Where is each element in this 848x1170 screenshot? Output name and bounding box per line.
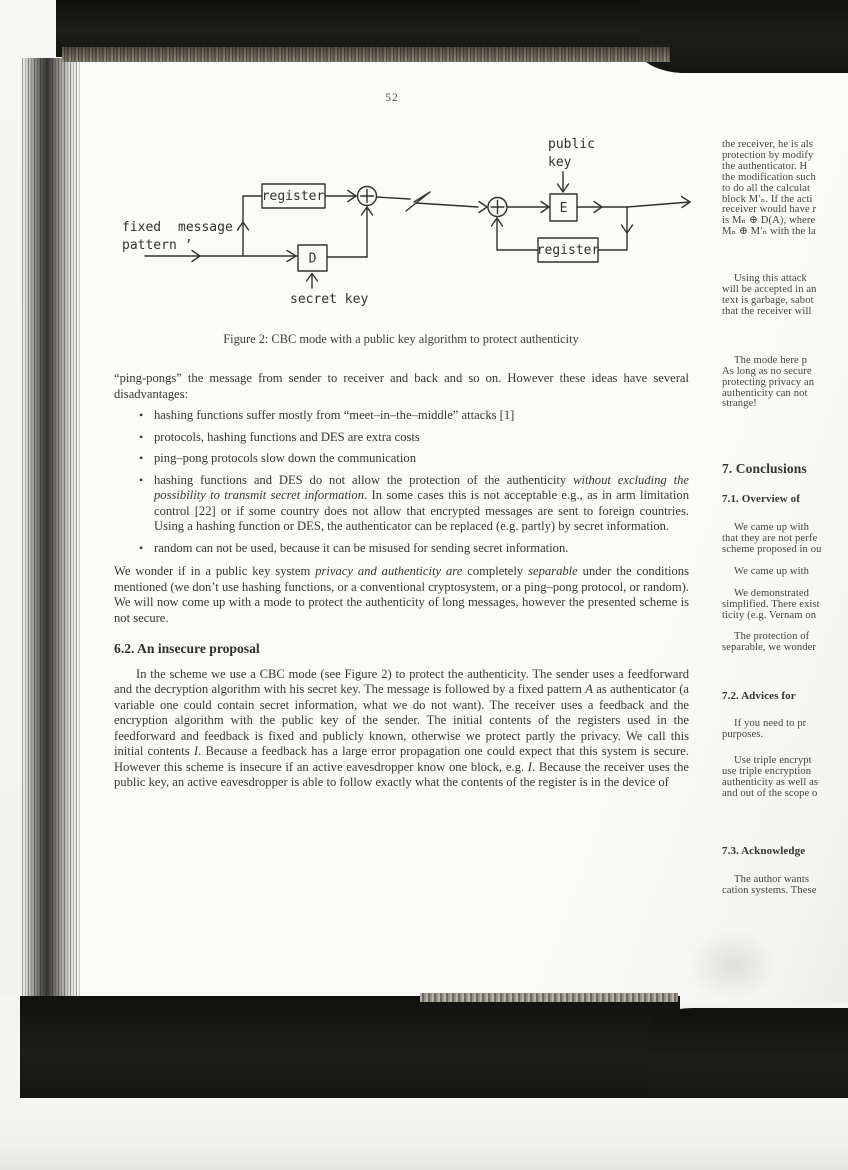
text-segment: as authenticator (a variable one could contain secret information, what we do not want). The receiver uses a feedback and the encryption algorithm with the public key of the sender. The initial contents of the registers used in the feedforward and feedback is fixed and publicly known, otherwise we protect partly the privacy. We call this initial contents: [114, 682, 689, 758]
paragraph: [114, 667, 689, 791]
italic-text: I: [193, 744, 199, 758]
right-text-line: authenticity as well as: [722, 777, 819, 789]
right-text-line: and out of the scope o: [722, 788, 818, 799]
bullet-item: [114, 430, 689, 446]
right-text-line: authenticity can not: [722, 387, 808, 399]
bullet-dot-icon: •: [139, 540, 144, 555]
decrypt-label: D: [308, 251, 317, 267]
text-segment: hashing functions suffer mostly from “meet–in–the–middle” attacks [1]: [154, 408, 515, 422]
right-text-line: that they are not perfe: [722, 533, 818, 545]
text-segment: . In some cases this is not acceptable e.g., as in arm limitation control [22] or if some country does not allow that encrypted messages are sent to foreign countries. Using a hashing function or DES, the authenticator can be replaced (e.g. partly) by secret information.: [154, 488, 689, 533]
text-segment: hashing functions and DES do not allow the protection of the authenticity: [154, 472, 574, 487]
sender-section: [122, 184, 377, 307]
scanner-background-bottom-left: [0, 996, 20, 1106]
right-heading: 7. Conclusions: [722, 461, 807, 477]
right-text-line: the modification such: [722, 171, 816, 183]
right-text-line: will be accepted in an: [722, 284, 817, 296]
bullet-dot-icon: •: [139, 429, 144, 444]
bullet-item: [114, 408, 689, 424]
secret-key-label: secret key: [290, 292, 369, 307]
register-sender-label: register: [261, 189, 325, 204]
bullet-text: [154, 473, 689, 535]
right-text-line: the receiver, he is als: [722, 139, 813, 150]
italic-text: without excluding the possibility to transmit secret information: [154, 472, 689, 502]
main-column: [114, 371, 689, 791]
text-segment: “ping-pongs” the message from sender to receiver and back and so on. However these ideas have several disadvantages:: [114, 371, 689, 401]
text-segment: ping–pong protocols slow down the communication: [154, 451, 416, 465]
right-text-line: Using this attack: [734, 273, 807, 285]
page-number: 52: [385, 92, 399, 104]
bullet-dot-icon: •: [139, 408, 144, 422]
italic-text: A: [585, 682, 593, 696]
paragraph: [114, 371, 689, 402]
text-segment: In the scheme we use a CBC mode (see Figure 2) to protect the authenticity. The sender uses a feedforward and the decryption algorithm with his secret key. The message is followed by a fixed pattern: [114, 666, 689, 696]
fixed-pattern-label-1: fixed: [122, 220, 162, 235]
bullet-dot-icon: •: [139, 451, 144, 465]
right-text-line: The author wants: [734, 873, 810, 885]
right-heading: 7.1. Overview of: [722, 493, 800, 506]
text-segment: completely: [462, 564, 529, 578]
paragraph: [114, 564, 689, 626]
right-text-line: The mode here p: [734, 354, 807, 366]
right-text-line: text is garbage, sabot: [722, 294, 814, 306]
right-text-line: ticity (e.g. Vernam on: [722, 609, 817, 621]
text-segment: We wonder if in a public key system: [114, 564, 316, 578]
section-heading: [114, 641, 689, 657]
right-text-line: protecting privacy an: [722, 376, 815, 388]
right-text-line: We came up with: [734, 522, 810, 534]
right-text-line: that the receiver will: [722, 305, 812, 317]
right-text-line: separable, we wonder: [722, 641, 817, 653]
fixed-pattern-label-2: pattern ’: [122, 238, 193, 253]
right-text-line: scheme proposed in ou: [722, 544, 822, 556]
text-segment: 6.2. An insecure proposal: [114, 641, 260, 656]
bullet-item: [114, 451, 689, 467]
figure-caption: Figure 2: CBC mode with a public key algorithm to protect authenticity: [223, 332, 579, 346]
right-text-line: use triple encryption: [722, 766, 812, 778]
italic-text: separable: [528, 564, 578, 578]
right-text-line: to do all the calculat: [722, 182, 811, 194]
right-text-line: cation systems. These: [722, 884, 817, 896]
right-text-line: purposes.: [722, 729, 764, 741]
right-text-line: We came up with: [734, 566, 810, 578]
right-text-line: simplified. There exist: [722, 598, 820, 610]
cbc-mode-diagram: [105, 115, 705, 330]
page-edges-texture-top: [62, 47, 670, 62]
right-text-line: receiver would have r: [722, 204, 817, 216]
book-gutter-shadow: [22, 58, 80, 1003]
page-smudge: [688, 930, 778, 1000]
message-label: message: [178, 220, 233, 235]
book-cover-top-right: [640, 0, 848, 73]
bullet-text: [154, 541, 689, 557]
arrow-right-icon: [479, 202, 487, 213]
right-text-line: block M′ₙ. If the acti: [722, 193, 813, 205]
text-segment: . Because the receiver uses the public key, an active eavesdropper is able to follow exactly what the contents of the register is in the device of: [114, 759, 689, 789]
right-text-line: As long as no secure: [722, 365, 812, 377]
book-cover-bottom-right: [648, 1008, 848, 1104]
encrypt-label: E: [559, 201, 568, 216]
public-key-label-1: public: [548, 137, 595, 152]
right-text-line: strange!: [722, 398, 757, 410]
text-segment: protocols, hashing functions and DES are extra costs: [154, 429, 420, 444]
xor-receiver-icon: [488, 198, 507, 217]
text-segment: . Because a feedback has a large error propagation one could expect that this system is secure. However this scheme is insecure if an active eavesdropper know one block, e.g.: [114, 744, 689, 774]
bullet-dot-icon: •: [139, 472, 144, 487]
public-key-label-2: key: [548, 155, 572, 170]
right-text-line: The protection of: [734, 630, 810, 642]
xor-sender-icon: [358, 187, 377, 206]
right-text-line: the authenticator. H: [722, 160, 808, 172]
right-text-line: is Mₙ ⊕ D(A), where: [722, 215, 816, 227]
page-edges-texture-bottom: [420, 993, 678, 1002]
bullet-item: [114, 473, 689, 535]
zigzag-break-icon: [406, 192, 430, 211]
right-text-line: Mₙ ⊕ M′ₙ with the la: [722, 226, 816, 238]
bullet-item: [114, 541, 689, 557]
bullet-text: [154, 451, 689, 467]
receiver-section: [479, 137, 690, 262]
bullet-text: [154, 408, 689, 424]
right-heading: 7.3. Acknowledge: [722, 844, 806, 857]
italic-text: privacy and authenticity are: [315, 564, 463, 578]
right-text-line: Use triple encrypt: [734, 755, 812, 767]
right-heading: 7.2. Advices for: [722, 690, 796, 703]
text-segment: under the conditions mentioned (we don’t use hashing functions, or a conventional cryptosystem, or a ping–pong protocol, or random). We will now come up with a mode to protect the authenticity of long messages, however the presented scheme is not secure.: [114, 564, 690, 625]
right-text-line: protection by modify: [722, 149, 814, 161]
book-cover-bottom: [20, 996, 680, 1098]
register-receiver-label: register: [536, 243, 600, 258]
channel-break: [377, 192, 479, 211]
bullet-text: [154, 430, 689, 446]
right-text-line: If you need to pr: [734, 718, 807, 730]
facing-page-column: [722, 140, 848, 897]
scanner-background-bottom: [0, 1098, 848, 1170]
right-text-line: We demonstrated: [734, 587, 810, 599]
text-segment: random can not be used, because it can be misused for sending secret information.: [154, 540, 569, 555]
italic-text: I: [527, 759, 532, 774]
